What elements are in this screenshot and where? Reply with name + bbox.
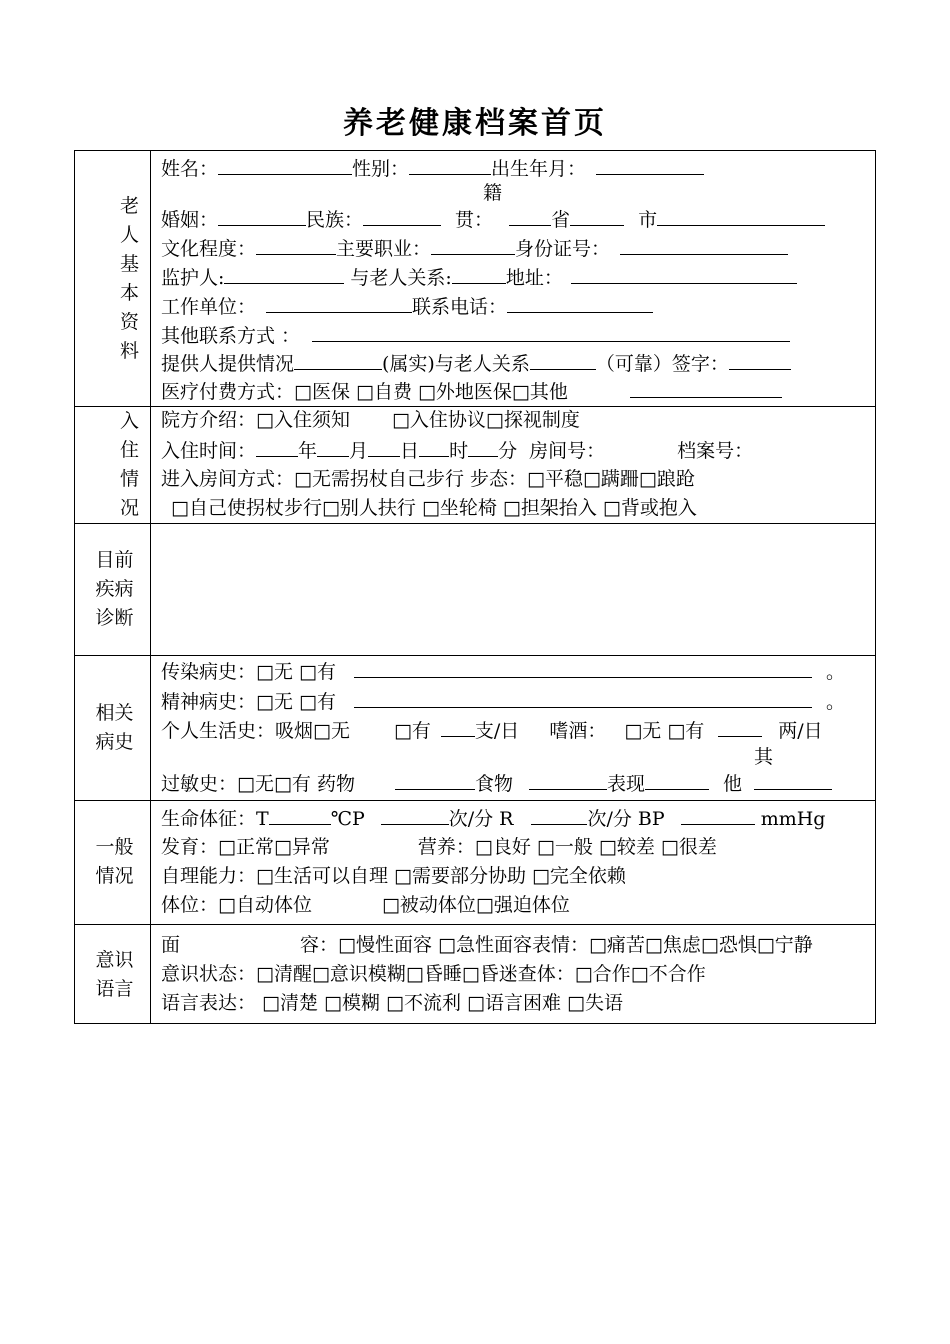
section-label-consciousness [75,924,150,1025]
guardian-label: 监护人: [161,267,225,289]
admit-time-label: 入住时间： [161,440,257,462]
infect-options[interactable]: 传染病史：□无 □有 [161,661,336,683]
temp-field[interactable] [269,806,331,825]
general-label-text: 一般情况 [95,836,134,887]
cig-field[interactable] [441,718,475,737]
consciousness-label-text: 意识语言 [95,948,134,1000]
city-pre-field[interactable] [570,207,624,226]
row-admit-time [161,438,753,463]
pulse-field[interactable] [381,806,449,825]
year-label: 年 [298,440,318,462]
perminR-label: 次/分 R [448,808,514,830]
row-mental [161,689,845,714]
develop-options[interactable]: 发育：□正常□异常 [161,836,330,858]
guan-label: 贯： [455,209,494,231]
diagnosis-label-text: 目前疾病诊断 [95,548,134,629]
food-label: 食物 [474,773,513,795]
row-workplace [161,294,653,319]
row-life [161,718,823,743]
intro-options[interactable]: 院方介绍：□入住须知 [161,409,350,431]
occupation-field[interactable] [431,236,515,255]
section-label-admission [75,406,150,523]
province-label: 省 [551,209,571,231]
row-vital [161,806,825,831]
row-develop [161,835,717,859]
health-record-table [74,150,876,1024]
nutrition-options[interactable]: 营养：□良好 □一般 □较差 □很差 [417,836,717,858]
phone-field[interactable] [507,294,653,313]
show-label: 表现 [606,773,645,795]
marriage-label: 婚姻： [161,209,219,231]
row-divider [75,924,875,925]
show-field[interactable] [645,771,709,790]
row-selfcare[interactable]: 自理能力：□生活可以自理 □需要部分协助 □完全依赖 [161,865,626,887]
gender-field[interactable] [409,156,491,175]
row-education [161,236,788,261]
row-infect [161,659,845,684]
row-face [161,933,813,957]
day-field[interactable] [368,438,400,457]
hour-label: 时 [449,440,469,462]
liang-label: 两/日 [778,720,823,742]
name-field[interactable] [218,156,352,175]
vital-label: 生命体征：T [161,808,269,830]
row-divider [75,406,875,407]
resp-field[interactable] [531,806,587,825]
row-payment [161,379,782,404]
gender-label: 性别： [352,158,410,180]
education-label: 文化程度： [161,238,257,260]
drink-options[interactable]: □无 □有 [624,720,705,742]
row-divider [75,655,875,656]
birth-label: 出生年月： [491,158,587,180]
city-field[interactable] [657,207,825,226]
hour-field[interactable] [419,438,449,457]
row-divider [75,800,875,801]
smoke-has[interactable]: □有 [393,720,431,742]
year-field[interactable] [256,438,298,457]
provider2-label: (属实)与老人关系 [382,353,530,375]
day-label: 日 [400,440,420,462]
section-label-general [75,800,150,924]
other-contact-label: 其他联系方式 ： [161,325,301,347]
infect-field[interactable] [354,659,812,678]
bp-field[interactable] [681,806,755,825]
ta-char: 他 [722,773,742,795]
payment-other-field[interactable] [630,379,782,398]
row-position [161,893,570,917]
other-field[interactable] [754,771,832,790]
phone-label: 联系电话： [412,296,508,318]
life-label[interactable]: 个人生活史：吸烟□无 [161,720,350,742]
intro-options-2[interactable]: □入住协议□探视制度 [391,409,580,431]
mental-field[interactable] [354,689,812,708]
column-divider [150,151,151,1023]
workplace-field[interactable] [266,294,412,313]
infect-period: 。 [825,661,845,683]
name-label: 姓名： [161,158,219,180]
birth-field[interactable] [596,156,704,175]
qi-char: 其 [754,746,774,768]
row-state[interactable]: 意识状态：□清醒□意识模糊□昏睡□昏迷查体：□合作□不合作 [161,963,706,985]
perday-label: 支/日 [474,720,520,742]
relation-label: 与老人关系: [350,267,452,289]
allergy-label[interactable]: 过敏史：□无□有 药物 [161,773,355,795]
cp-label: ℃P [330,808,365,830]
other-contact-field[interactable] [312,323,790,342]
history-label-text: 相关病史 [95,701,134,753]
provider-label: 提供人提供情况 [161,353,295,375]
row-allergy [161,771,832,796]
drug-field[interactable] [395,771,475,790]
provider-relation-field[interactable] [530,351,596,370]
ethnic-label: 民族： [306,209,364,231]
reliable-label: （可靠）签字： [595,353,729,375]
month-label: 月 [349,440,369,462]
relation-field[interactable] [452,265,506,284]
position-options[interactable]: 体位：□自动体位 [161,894,312,916]
mmhg-label: mmHg [760,808,826,830]
ethnic-field[interactable] [363,207,441,226]
row-intro [161,408,580,432]
signature-field[interactable] [729,351,791,370]
row-other-contact [161,323,790,348]
payment-options[interactable]: 医疗付费方式：□医保 □自费 □外地医保□其他 [161,381,568,403]
address-label: 地址： [505,267,563,289]
ji-char: 籍 [483,182,503,204]
row-entry[interactable]: 进入房间方式：□无需拐杖自己步行 步态：□平稳□蹒跚□踉跄 [161,468,695,490]
position-options-2[interactable]: □被动体位□强迫体位 [381,894,570,916]
basic-label-text: 老人基本资料 [119,194,139,362]
row-name [161,156,704,181]
drink-label: 嗜酒： [549,720,607,742]
address-field[interactable] [571,265,797,284]
idno-field[interactable] [620,236,788,255]
drink-field[interactable] [718,718,762,737]
room-label: 房间号： [529,440,606,462]
minute-label: 分 [498,440,518,462]
marriage-field[interactable] [218,207,306,226]
row-entry-2[interactable]: □自己使拐杖步行□别人扶行 □坐轮椅 □担架抬入 □背或抱入 [171,497,697,519]
section-label-basic [75,151,150,406]
row-speech[interactable]: 语言表达： □清楚 □模糊 □不流利 □语言困难 □失语 [161,992,623,1014]
page-title: 养老健康档案首页 [343,106,607,141]
education-field[interactable] [256,236,336,255]
section-label-history [75,655,150,800]
city-label: 市 [638,209,658,231]
workplace-label: 工作单位： [161,296,257,318]
face-options[interactable]: 容：□慢性面容 □急性面容表情：□痛苦□焦虑□恐惧□宁静 [300,934,813,956]
mental-options[interactable]: 精神病史：□无 □有 [161,691,336,713]
face-label: 面 [161,934,181,956]
mental-period: 。 [825,691,845,713]
food-field[interactable] [529,771,607,790]
idno-label: 身份证号： [515,238,611,260]
minute-field[interactable] [468,438,498,457]
month-field[interactable] [317,438,349,457]
admission-label-text: 入住情况 [119,409,139,519]
row-divider [75,523,875,524]
row-marriage [161,207,825,232]
row-provider [161,351,791,376]
province-field[interactable] [509,207,551,226]
perminBP-label: 次/分 BP [587,808,665,830]
guardian-field[interactable] [224,265,344,284]
provider-field[interactable] [294,351,382,370]
occupation-label: 主要职业： [336,238,432,260]
row-guardian [161,265,797,290]
file-label: 档案号： [677,440,754,462]
section-label-diagnosis [75,523,150,655]
